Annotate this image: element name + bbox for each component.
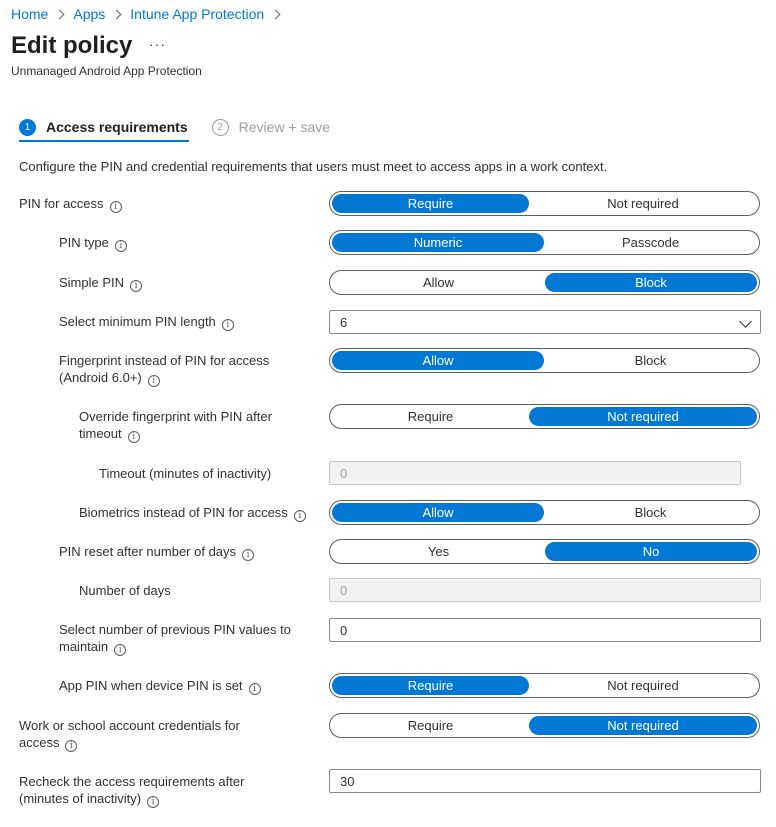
info-icon[interactable]: i (110, 201, 122, 213)
step-number-icon: 1 (19, 119, 36, 136)
step-label: Access requirements (46, 119, 188, 135)
label-text: timeout (79, 426, 122, 441)
timeout-input (329, 461, 741, 485)
previous-pin-input[interactable] (329, 618, 761, 642)
recheck-label (19, 773, 244, 808)
min-pin-length-label (59, 313, 234, 331)
label-text: Biometrics instead of PIN for access (79, 505, 288, 520)
label-text: Work or school account credentials for (19, 718, 240, 733)
info-icon[interactable]: i (114, 644, 126, 656)
work-credentials-toggle (329, 713, 760, 738)
more-options-icon[interactable]: ··· (149, 36, 166, 52)
label-text: Simple PIN (59, 275, 125, 290)
app-pin-label (59, 677, 261, 695)
biometrics-toggle (329, 500, 760, 525)
dropdown-value: 6 (340, 314, 348, 330)
fingerprint-toggle (329, 348, 760, 373)
label-text: (Android 6.0+) (59, 370, 142, 385)
simple-pin-label (59, 274, 142, 292)
label-text: Recheck the access requirements after (19, 774, 245, 789)
section-description: Configure the PIN and credential requirements that users must meet to access apps in a work context. (19, 159, 608, 174)
info-icon[interactable]: i (130, 280, 142, 292)
input-value: 0 (340, 465, 348, 481)
toggle-option-require[interactable]: Require (407, 718, 454, 733)
work-credentials-label (19, 717, 240, 752)
page-subtitle: Unmanaged Android App Protection (11, 64, 202, 78)
info-icon[interactable]: i (65, 740, 77, 752)
toggle-option-passcode[interactable]: Passcode (621, 235, 680, 250)
toggle-option-block[interactable]: Block (634, 353, 667, 368)
toggle-option-not-required[interactable]: Not required (529, 407, 757, 426)
toggle-option-require[interactable]: Require (332, 676, 529, 695)
label-text: PIN reset after number of days (59, 544, 237, 559)
input-value: 30 (340, 773, 355, 789)
breadcrumb (11, 6, 289, 22)
app-pin-toggle (329, 673, 760, 698)
toggle-option-not-required[interactable]: Not required (529, 716, 757, 735)
active-step-underline (19, 140, 189, 142)
label-text: PIN type (59, 235, 109, 250)
info-icon[interactable]: i (242, 549, 254, 561)
step-review-save[interactable] (212, 117, 330, 137)
pin-type-label (59, 234, 127, 252)
label-text: App PIN when device PIN is set (59, 678, 243, 693)
chevron-right-icon (55, 9, 65, 19)
label-text: Select minimum PIN length (59, 314, 216, 329)
toggle-option-allow[interactable]: Allow (332, 351, 544, 370)
step-number-icon: 2 (212, 119, 229, 136)
label-text: access (19, 735, 60, 750)
input-value: 0 (340, 582, 348, 598)
chevron-right-icon (271, 9, 281, 19)
toggle-option-block[interactable]: Block (634, 505, 667, 520)
previous-pin-label (59, 621, 291, 656)
info-icon[interactable]: i (148, 375, 160, 387)
chevron-right-icon (112, 9, 122, 19)
label-text: Select number of previous PIN values to (59, 622, 291, 637)
pin-access-toggle (329, 191, 760, 216)
timeout-label: Timeout (minutes of inactivity) (99, 466, 272, 481)
override-fingerprint-toggle (329, 404, 760, 429)
min-pin-length-dropdown[interactable] (329, 310, 761, 334)
label-text: maintain (59, 639, 109, 654)
info-icon[interactable]: i (128, 431, 140, 443)
info-icon[interactable]: i (222, 319, 234, 331)
override-fingerprint-label (79, 408, 272, 443)
toggle-option-require[interactable]: Require (332, 194, 529, 213)
label-text: (minutes of inactivity) (19, 791, 142, 806)
toggle-option-numeric[interactable]: Numeric (332, 233, 544, 252)
toggle-option-block[interactable]: Block (545, 273, 757, 292)
toggle-option-no[interactable]: No (545, 542, 757, 561)
breadcrumb-apps-link[interactable]: Apps (73, 6, 106, 22)
pin-access-label (19, 195, 122, 213)
toggle-option-yes[interactable]: Yes (427, 544, 450, 559)
input-value: 0 (340, 622, 348, 638)
step-label: Review + save (238, 119, 331, 135)
number-of-days-label: Number of days (79, 583, 171, 598)
pin-reset-label (59, 543, 254, 561)
toggle-option-not-required[interactable]: Not required (607, 678, 679, 693)
chevron-down-icon (739, 315, 752, 328)
pin-type-toggle (329, 230, 760, 255)
biometrics-label (79, 504, 306, 522)
toggle-option-allow[interactable]: Allow (422, 275, 455, 290)
pin-reset-toggle (329, 539, 760, 564)
label-text: Override fingerprint with PIN after (79, 409, 272, 424)
label-text: PIN for access (19, 196, 104, 211)
toggle-option-allow[interactable]: Allow (332, 503, 544, 522)
simple-pin-toggle (329, 270, 760, 295)
info-icon[interactable]: i (115, 240, 127, 252)
page-title: Edit policy (11, 32, 133, 59)
info-icon[interactable]: i (147, 796, 159, 808)
step-access-requirements[interactable] (19, 117, 188, 137)
number-of-days-input (329, 578, 761, 602)
breadcrumb-protection-link[interactable]: Intune App Protection (130, 6, 265, 22)
fingerprint-label (59, 352, 269, 387)
label-text: Fingerprint instead of PIN for access (59, 353, 270, 368)
info-icon[interactable]: i (294, 510, 306, 522)
info-icon[interactable]: i (249, 683, 261, 695)
breadcrumb-home-link[interactable]: Home (11, 6, 49, 22)
wizard-steps (19, 117, 330, 137)
recheck-input[interactable] (329, 769, 761, 793)
toggle-option-require[interactable]: Require (407, 409, 454, 424)
toggle-option-not-required[interactable]: Not required (607, 196, 679, 211)
